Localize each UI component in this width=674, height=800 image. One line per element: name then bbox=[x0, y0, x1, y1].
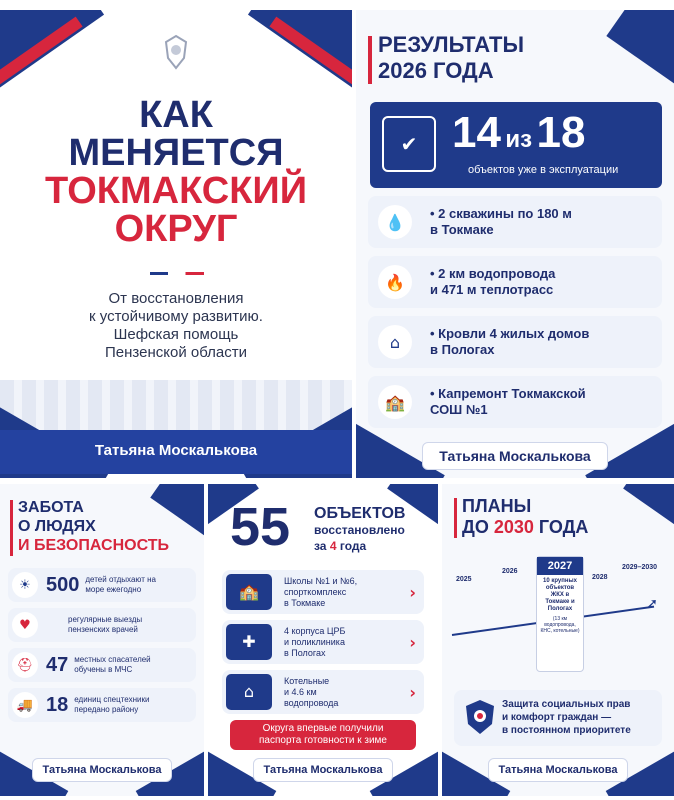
cover-title: КАК МЕНЯЕТСЯ ТОКМАКСКИЙ ОКРУГ bbox=[44, 94, 308, 250]
accent-bar bbox=[10, 500, 13, 556]
corner-stripe-tr bbox=[606, 10, 674, 88]
plans-title: ПЛАНЫ ДО 2030 ГОДА bbox=[462, 496, 589, 537]
result-item: 🏫 • Капремонт Токмакской СОШ №1 bbox=[368, 376, 662, 428]
big-stat-caption: объектов уже в эксплуатации bbox=[468, 164, 619, 176]
chevron-right-icon: › bbox=[409, 682, 416, 702]
panel-care bbox=[0, 484, 204, 796]
corner-stripe-tr bbox=[623, 484, 674, 529]
result-item: ⌂ • Кровли 4 жилых домов в Пологах bbox=[368, 316, 662, 368]
restored-item[interactable]: ✚ 4 корпуса ЦРБ и поликлиника в Пологах › bbox=[222, 620, 424, 664]
cover-subtitle: От восстановления к устойчивому развитию. Шефская помощь Пензенской области bbox=[89, 290, 263, 361]
panel-restored bbox=[208, 484, 438, 796]
results-title: РЕЗУЛЬТАТЫ 2026 ГОДА bbox=[378, 32, 524, 83]
panel-results bbox=[356, 10, 674, 478]
care-item: ♥ регулярные выезды пензенских врачей bbox=[8, 608, 196, 642]
result-item: 💧 • 2 скважины по 180 м в Токмаке bbox=[368, 196, 662, 248]
accent-bar bbox=[368, 36, 372, 84]
shield-icon bbox=[464, 698, 496, 736]
author-name: Татьяна Москалькова bbox=[422, 442, 608, 470]
big-stat: 14 из 18 bbox=[452, 108, 586, 157]
result-item: 🔥 • 2 км водопровода и 471 м теплотрасс bbox=[368, 256, 662, 308]
pipe-fire-icon: 🔥 bbox=[378, 265, 412, 299]
author-name: Татьяна Москалькова bbox=[253, 758, 393, 782]
restored-item[interactable]: ⌂ Котельные и 4.6 км водопровода › bbox=[222, 670, 424, 714]
truck-icon: 🚚 bbox=[12, 692, 38, 718]
protection-banner: Защита социальных прав и комфорт граждан — в постоянном приоритете bbox=[454, 690, 662, 746]
care-title: ЗАБОТА О ЛЮДЯХ И БЕЗОПАСНОСТЬ bbox=[18, 499, 170, 554]
author-name: Татьяна Москалькова bbox=[94, 442, 258, 459]
winter-banner: Округа впервые получили паспорта готовности к зиме bbox=[230, 720, 416, 750]
corner-stripe-tl bbox=[0, 10, 104, 89]
city-skyline bbox=[0, 380, 352, 436]
sun-sea-icon: ☀ bbox=[12, 572, 38, 598]
water-drop-icon: 💧 bbox=[378, 205, 412, 239]
author-name: Татьяна Москалькова bbox=[488, 758, 628, 782]
coat-of-arms-icon bbox=[156, 32, 196, 72]
panel-plans bbox=[442, 484, 674, 796]
restored-item[interactable]: 🏫 Школы №1 и №6, спорткомплекс в Токмаке › bbox=[222, 570, 424, 614]
timeline-year-2025: 2025 bbox=[456, 576, 472, 583]
title-divider bbox=[150, 272, 204, 275]
chevron-right-icon: › bbox=[409, 632, 416, 652]
house-icon: ⌂ bbox=[226, 674, 272, 710]
big-55: 55 bbox=[230, 497, 291, 557]
rising-arrow-icon: ➚ bbox=[646, 596, 658, 612]
corner-stripe-tr bbox=[248, 10, 352, 89]
timeline-year-2028: 2028 bbox=[592, 574, 608, 581]
hospital-icon: ✚ bbox=[226, 624, 272, 660]
timeline-year-2029-2030: 2029–2030 bbox=[622, 564, 658, 571]
firefighter-icon: ⛑ bbox=[12, 652, 38, 678]
author-name: Татьяна Москалькова bbox=[32, 758, 172, 782]
panel-cover bbox=[0, 10, 352, 478]
house-icon: ⌂ bbox=[378, 325, 412, 359]
summary-card bbox=[370, 102, 662, 188]
checklist-icon: ✔ bbox=[382, 116, 436, 172]
school-icon: 🏫 bbox=[378, 385, 412, 419]
school-icon: 🏫 bbox=[226, 574, 272, 610]
care-item: 🚚 18 единиц спецтехники передано району bbox=[8, 688, 196, 722]
chevron-right-icon: › bbox=[409, 582, 416, 602]
care-item: ☀ 500 детей отдыхают на море ежегодно bbox=[8, 568, 196, 602]
stethoscope-icon: ♥ bbox=[12, 612, 38, 638]
timeline-year-2026: 2026 bbox=[502, 568, 518, 575]
care-item: ⛑ 47 местных спасателей обучены в МЧС bbox=[8, 648, 196, 682]
timeline-card-2027: 2027 10 крупных объектов ЖКХ в Токмаке и Пологах (13 км водопровода, КНС, котельные) bbox=[536, 556, 584, 672]
accent-bar bbox=[454, 498, 457, 538]
restored-heading: ОБЪЕКТОВ восстановлено за 4 года bbox=[314, 505, 406, 553]
